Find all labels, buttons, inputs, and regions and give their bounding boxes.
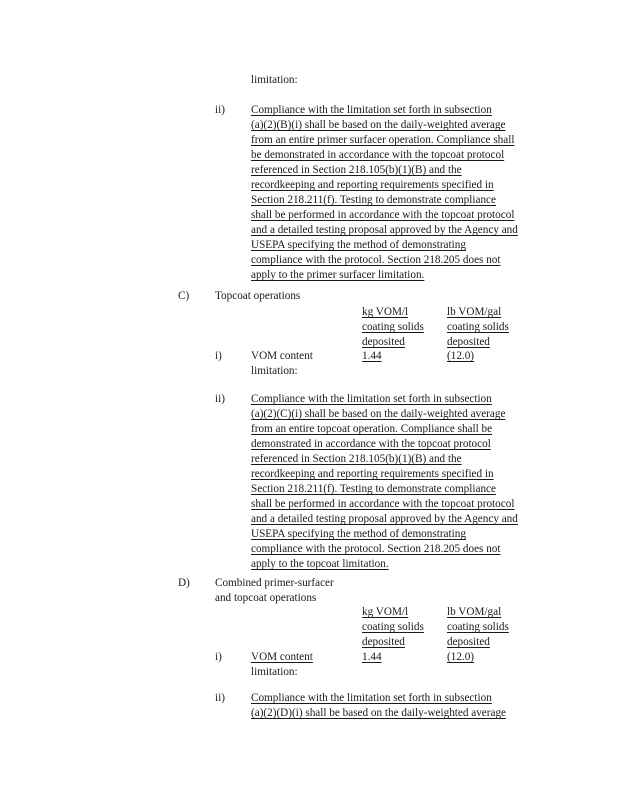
vom-lb-value: (12.0) [447,350,475,362]
paragraph-combined-compliance [251,691,506,721]
section-label-d: D) [178,577,190,589]
section-title-topcoat: Topcoat operations [215,290,301,302]
text-line: be demonstrated in accordance with the topcoat protocol [251,149,505,161]
subitem-label: ii) [215,393,225,405]
text-line: apply to the primer surfacer limitation. [251,269,425,281]
text-line: recordkeeping and reporting requirements specified in [251,179,494,191]
text-line: Compliance with the limitation set forth in subsection [251,104,492,116]
text-line: USEPA specifying the method of demonstrating [251,239,466,251]
text-line: lb VOM/gal [447,606,502,618]
text-line: coating solids [447,321,509,333]
row-name [240,650,340,665]
text-line: (a)(2)(B)(i) shall be based on the daily-weighted average [251,119,506,131]
vom-kg-value: 1.44 [362,350,382,362]
header-lb-vom [447,605,509,650]
text-line: coating solids [362,321,424,333]
text-line: Section 218.211(f). Testing to demonstrate compliance [251,194,496,206]
vom-lb-value: (12.0) [447,651,475,663]
text-line: shall be performed in accordance with the topcoat protocol [251,209,515,221]
row-label: i) [215,651,222,663]
text-line: from an entire topcoat operation. Compliance shall be [251,423,493,435]
text-line: Compliance with the limitation set forth in subsection [251,393,492,405]
text-line: coating solids [362,621,424,633]
subitem-label: ii) [215,692,225,704]
text-line: shall be performed in accordance with the topcoat protocol [251,498,515,510]
section-label-c: C) [178,290,190,302]
row-name: VOM content [251,350,313,362]
text-line: (a)(2)(D)(i) shall be based on the daily-weighted average [251,707,507,719]
text-line: deposited [362,636,405,648]
text-line: deposited [447,336,490,348]
text-line: compliance with the protocol. Section 218.205 does not [251,254,501,266]
text-line: recordkeeping and reporting requirements specified in [251,468,494,480]
vom-kg-value: 1.44 [362,651,382,663]
text-line: demonstrated in accordance with the topcoat protocol [251,438,491,450]
text-line: referenced in Section 218.105(b)(1)(B) and the [251,453,462,465]
text-line: Section 218.211(f). Testing to demonstrate compliance [251,483,496,495]
text-line: kg VOM/l [362,306,409,318]
row-name-cont: limitation: [251,365,298,377]
text-line: and a detailed testing proposal approved by the Agency and [251,513,518,525]
text-line: coating solids [447,621,509,633]
text-line: USEPA specifying the method of demonstrating [251,528,466,540]
header-kg-vom [362,305,424,350]
header-lb-vom [447,305,509,350]
text-line: referenced in Section 218.105(b)(1)(B) and the [251,164,462,176]
text-line: compliance with the protocol. Section 218.205 does not [251,543,501,555]
paragraph-topcoat-compliance [251,392,518,572]
text-line: deposited [362,336,405,348]
text-line: kg VOM/l [362,606,409,618]
paragraph-primer-surfacer-compliance [251,103,518,283]
section-title-combined-cont: and topcoat operations [215,592,317,604]
row-name-cont: limitation: [251,666,298,678]
header-kg-vom [362,605,424,650]
row-name-text: VOM content [251,651,313,663]
row-label: i) [215,350,222,362]
text-line: lb VOM/gal [447,306,502,318]
text-line: deposited [447,636,490,648]
text-line: apply to the topcoat limitation. [251,558,389,570]
text-line: from an entire primer surfacer operation. Compliance shall [251,134,515,146]
text-line: (a)(2)(C)(i) shall be based on the daily-weighted average [251,408,506,420]
subitem-label: ii) [215,104,225,116]
vom-kg-value-cell [340,650,414,665]
text-line: Compliance with the limitation set forth in subsection [251,692,492,704]
continued-text-fragment: limitation: [251,74,298,86]
text-line: and a detailed testing proposal approved by the Agency and [251,224,518,236]
section-title-combined: Combined primer-surfacer [215,577,334,589]
